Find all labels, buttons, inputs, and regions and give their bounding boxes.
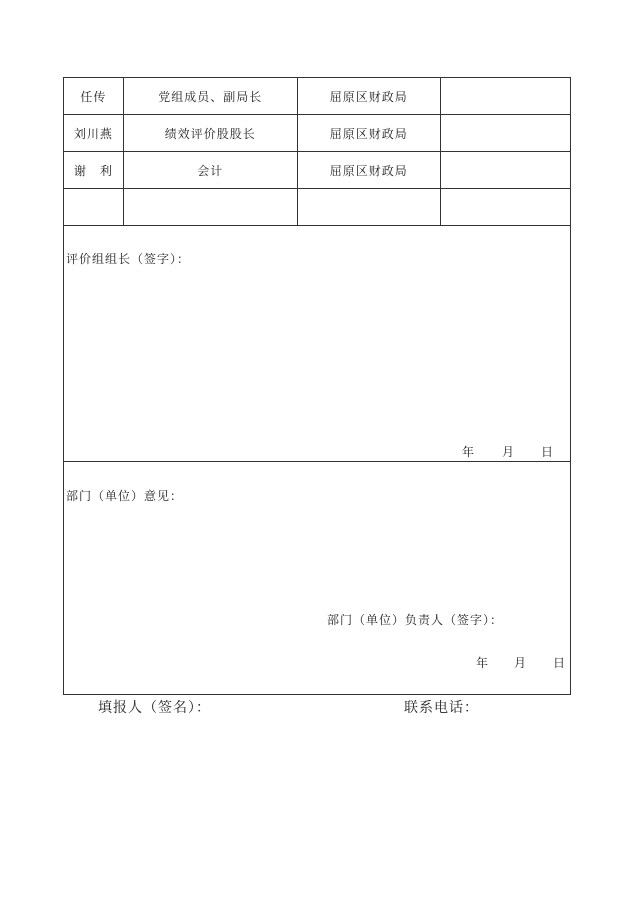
table-row (64, 115, 570, 152)
member-extra-cell (440, 189, 570, 226)
member-unit-cell: 屈原区财政局 (297, 115, 440, 152)
member-name-cell (64, 189, 123, 226)
dept-opinion-label: 部门（单位）意见： (66, 489, 184, 503)
member-extra-cell (440, 78, 570, 115)
leader-date-year: 年 (462, 445, 475, 459)
leader-date-day: 日 (541, 445, 554, 459)
member-unit-cell (297, 189, 440, 226)
contact-phone-label: 联系电话： (404, 700, 479, 716)
member-extra-cell (440, 115, 570, 152)
table-row (64, 189, 570, 226)
dept-date-day: 日 (553, 656, 566, 670)
evaluation-form (63, 77, 571, 695)
member-position-cell: 党组成员、副局长 (123, 78, 297, 115)
table-row (64, 78, 570, 115)
table-row (64, 152, 570, 189)
member-position-cell: 会计 (123, 152, 297, 189)
member-name-cell: 谢 利 (64, 152, 123, 189)
leader-signature-label: 评价组组长（签字）： (66, 252, 191, 266)
dept-signer-label: 部门（单位）负责人（签字）： (327, 613, 504, 627)
member-unit-cell: 屈原区财政局 (297, 78, 440, 115)
member-name-cell: 刘川燕 (64, 115, 123, 152)
member-unit-cell: 屈原区财政局 (297, 152, 440, 189)
dept-date-year: 年 (476, 656, 489, 670)
members-table (64, 78, 570, 226)
dept-opinion-section (64, 462, 570, 694)
filler-signature-label: 填报人（签名）： (98, 700, 211, 716)
member-position-cell: 绩效评价股股长 (123, 115, 297, 152)
leader-signature-section (64, 227, 570, 462)
leader-date-month: 月 (502, 445, 515, 459)
member-extra-cell (440, 152, 570, 189)
member-name-cell: 任传 (64, 78, 123, 115)
dept-date-month: 月 (514, 656, 527, 670)
member-position-cell (123, 189, 297, 226)
